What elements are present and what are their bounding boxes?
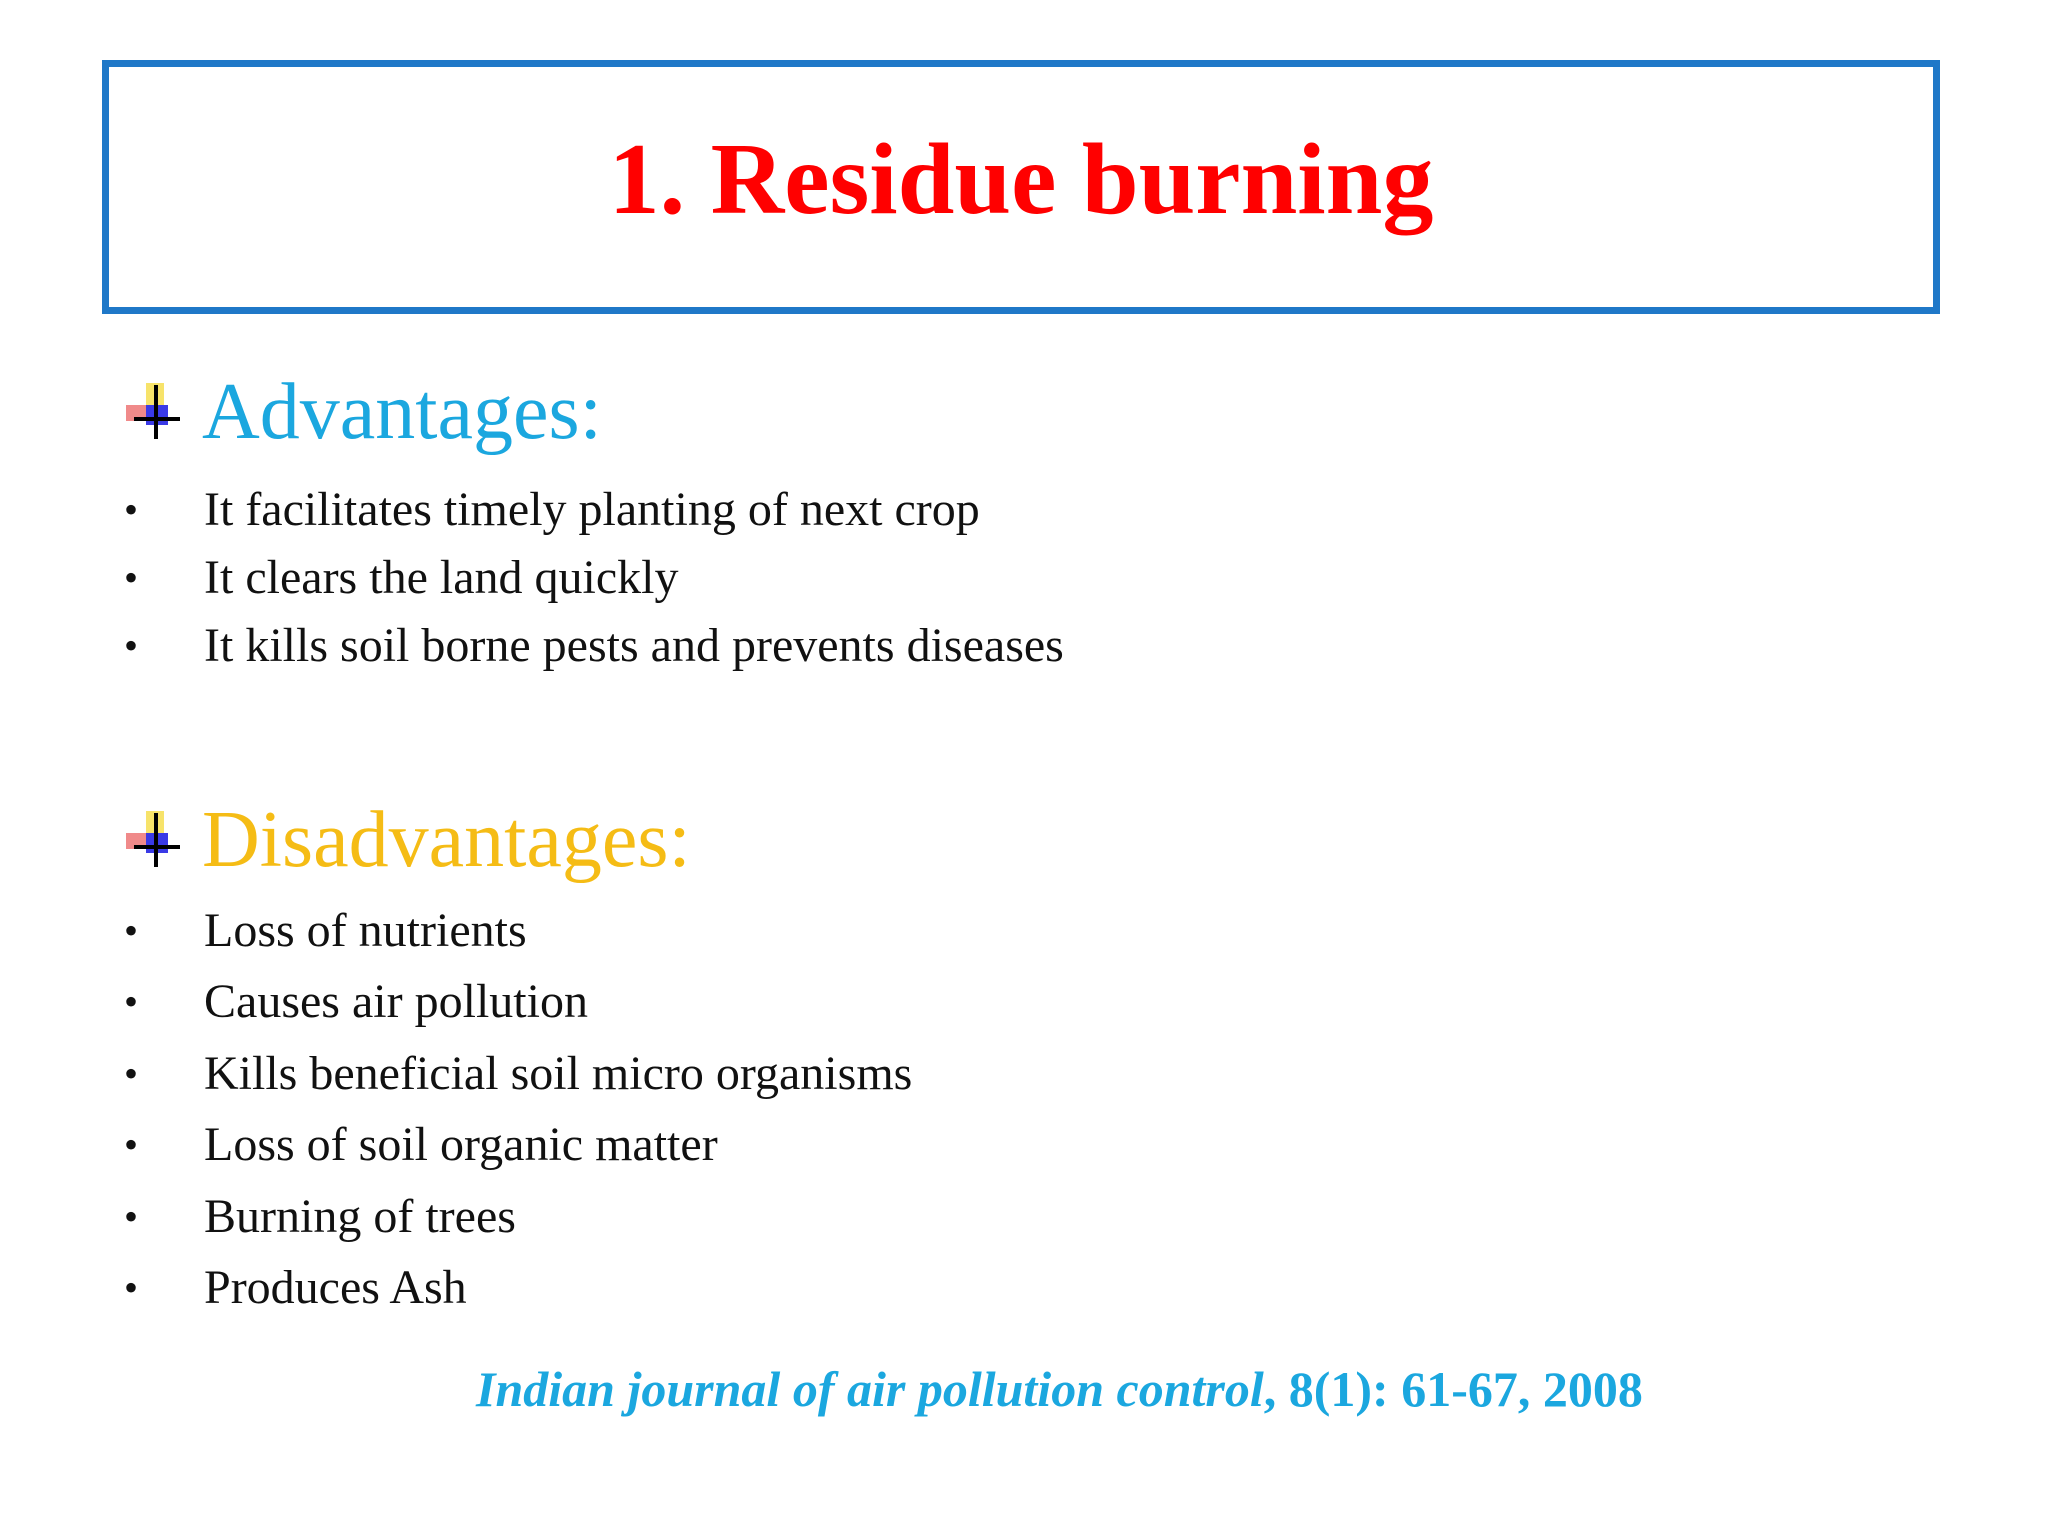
disadvantages-heading-label: Disadvantages: bbox=[202, 796, 691, 884]
list-item-text: Causes air pollution bbox=[204, 975, 588, 1029]
bullet-dot: • bbox=[124, 555, 139, 600]
citation-details: , 8(1): 61-67, 2008 bbox=[1263, 1361, 1643, 1417]
bullet-dot: • bbox=[124, 979, 139, 1025]
disadvantages-list bbox=[124, 895, 912, 1324]
list-item bbox=[124, 1038, 912, 1110]
list-item-text: Burning of trees bbox=[204, 1189, 516, 1243]
list-item-text: It facilitates timely planting of next crop bbox=[204, 483, 980, 536]
list-item bbox=[124, 1110, 912, 1182]
bullet-dot: • bbox=[124, 623, 139, 668]
list-item-text: It clears the land quickly bbox=[204, 551, 679, 604]
bullet-dot: • bbox=[124, 1265, 139, 1311]
citation-journal: Indian journal of air pollution control bbox=[476, 1361, 1264, 1417]
list-item bbox=[124, 967, 912, 1039]
list-item-text: Loss of soil organic matter bbox=[204, 1118, 718, 1172]
list-item bbox=[124, 544, 1064, 612]
list-item bbox=[124, 612, 1064, 680]
list-item-text: Loss of nutrients bbox=[204, 903, 527, 957]
advantages-list bbox=[124, 476, 1064, 680]
title-box bbox=[102, 60, 1940, 314]
bullet-dot: • bbox=[124, 1122, 139, 1168]
bullet-square-icon bbox=[124, 809, 186, 871]
list-item bbox=[124, 476, 1064, 544]
list-item bbox=[124, 1253, 912, 1325]
list-item bbox=[124, 1181, 912, 1253]
bullet-dot: • bbox=[124, 907, 139, 953]
disadvantages-heading bbox=[124, 796, 691, 884]
citation bbox=[476, 1361, 1643, 1417]
bullet-dot: • bbox=[124, 1193, 139, 1239]
list-item-text: Kills beneficial soil micro organisms bbox=[204, 1046, 913, 1100]
list-item bbox=[124, 895, 912, 967]
bullet-dot: • bbox=[124, 487, 139, 532]
advantages-heading-label: Advantages: bbox=[202, 368, 602, 456]
bullet-square-icon bbox=[124, 381, 186, 443]
list-item-text: It kills soil borne pests and prevents diseases bbox=[204, 619, 1064, 672]
bullet-dot: • bbox=[124, 1050, 139, 1096]
advantages-heading bbox=[124, 368, 602, 456]
list-item-text: Produces Ash bbox=[204, 1261, 467, 1315]
slide-title: 1. Residue burning bbox=[608, 123, 1434, 236]
